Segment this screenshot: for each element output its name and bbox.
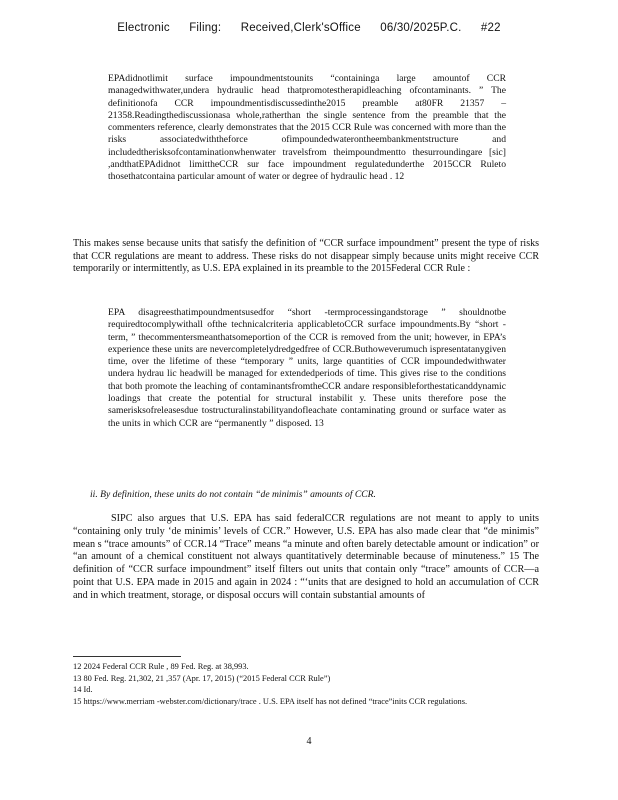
section-subheading: ii. By definition, these units do not contain “de minimis” amounts of CCR. [90,489,376,500]
header-number: #22 [480,22,501,34]
header-date: 06/30/2025P.C. [380,22,462,34]
body-paragraph-2: SIPC also argues that U.S. EPA has said federalCCR regulations are not meant to apply to units “containing only truly ‘de minimis’ levels of CCR.” However, U.S. EPA has also made clear that “de minimis” mean s “trace amounts” of CCR.14 “Trace” means “a minute and often barely detectable amount or indication” or “an amount of a chemical constituent not always quantitatively determinable because of minuteness.” 15 The definition of “CCR surface impoundment” itself filters out units that contain only “trace” amounts of CCR—a point that U.S. EPA made in 2015 and again in 2024 : “‘units that are designed to hold an accumulation of CCR and in which treatment, storage, or disposal occurs will contain substantial amounts of [73,513,539,601]
page-number: 4 [306,736,312,747]
footnote-15: 15 https://www.merriam -webster.com/dictionary/trace . U.S. EPA itself has not defined “trace”inits CCR regulations. [73,696,468,706]
block-quote-2: EPA disagreesthatimpoundmentsusedfor “short -termprocessingandstorage ” shouldnotbe requiredtocomplywithall ofthe technicalcriteria applicabletoCCR surface impoundments.By “short -term, ” thecommentersmeanthatsomeportion of the CCR is removed from the unit; however, in EPA’s experience these units are nevercompletelydredgedfree of CCR.Buthoweverumuch ispresentatanygiven time, over the lifetime of these “temporary ” units, large quantities of CCR impoundedwithwater undera hydrau lic headwill be managed for extendedperiods of time. This gives rise to the conditions that both promote the leaching of contaminantsfromtheCCR andare responsibleforthestaticanddynamic loadings that create the potential for structural instabilit y. These units therefore pose the samerisksofreleasesdue tostructuralinstabilityandofleachate contaminating ground or surface water as the units in which CCR are “permanently ” disposed. 13 [108,307,506,429]
body-paragraph-1: This makes sense because units that satisfy the definition of “CCR surface impoundment” present the type of risks that CCR regulations are meant to address. These risks do not disappear simply because units might receive CCR temporarily or intermittently, as U.S. EPA explained in its preamble to the 2015Federal CCR Rule : [73,238,539,275]
header-electronic: Electronic [117,22,170,34]
footnote-14: 14 Id. [73,685,93,695]
footnote-12: 12 2024 Federal CCR Rule , 89 Fed. Reg. at 38,993. [73,662,249,671]
header-filing: Filing: [189,22,222,34]
header-received: Received,Clerk'sOffice [240,22,361,34]
block-quote-1: EPAdidnotlimit surface impoundmentstounits “containinga large amountof CCR managedwithwater,undera hydraulic head thatpromotestherapidleaching ofcontaminants. ” The definitionofa CCR impoundmentisdiscussedinthe2015 preamble at80FR 21357 –21358.Readingthediscussionasa whole,ratherthan the single sentence from the preamble that the commenters reference, clearly demonstrates that the 2015 CCR Rule was concerned with more than the risks associatedwiththeforce ofimpoundedwaterontheembankmentstructure and includedtherisksofcontaminationwhenwater travelsfrom theimpoundmentto thesurroundingare [sic] ,andthatEPAdidnot limittheCCR sur face impoundment regulatedunderthe 2015CCR Ruleto thosethatcontaina particular amount of water or degree of hydraulic head . 12 [108,73,506,183]
footnote-13: 13 80 Fed. Reg. 21,302, 21 ,357 (Apr. 17, 2015) (“2015 Federal CCR Rule”) [73,673,331,683]
footnote-divider [73,656,181,657]
footnotes [73,662,539,708]
filing-header [0,22,618,34]
